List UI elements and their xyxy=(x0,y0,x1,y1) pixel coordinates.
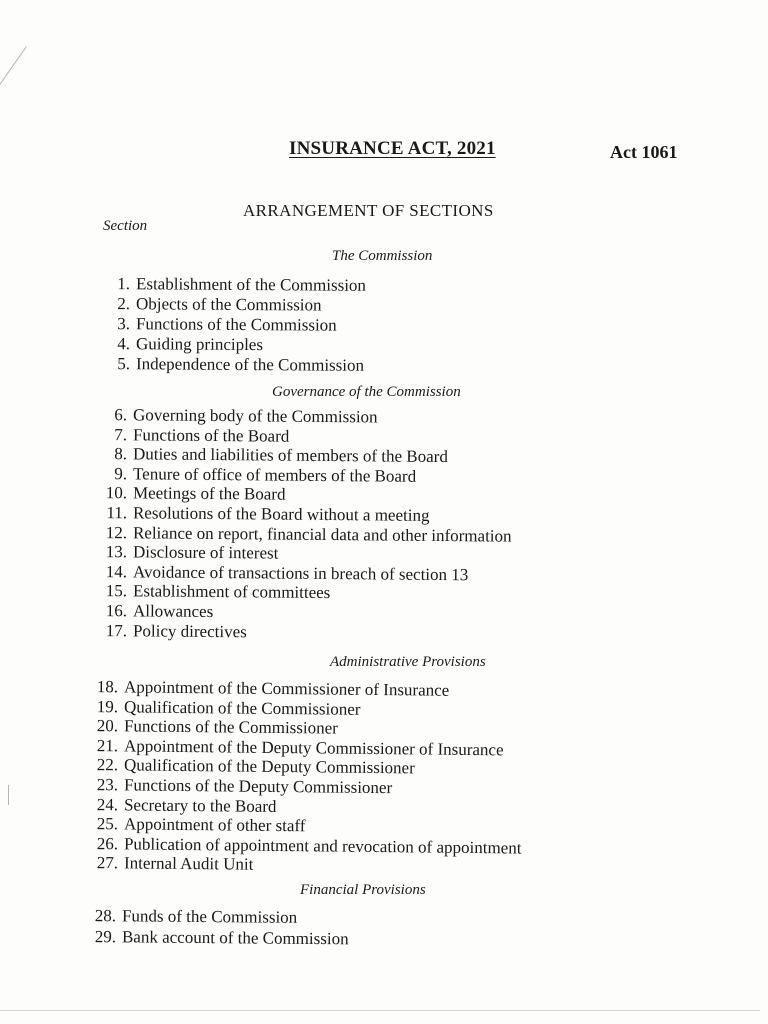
section-number: 15. xyxy=(105,581,128,601)
group-heading: Financial Provisions xyxy=(300,882,426,898)
section-number: 2. xyxy=(117,294,131,314)
section-number: 8. xyxy=(114,444,128,464)
section-title: Objects of the Commission xyxy=(135,294,322,315)
section-number: 10. xyxy=(105,483,128,503)
section-entry xyxy=(100,274,366,296)
section-title: Meetings of the Board xyxy=(132,483,286,505)
section-title: Duties and liabilities of members of the Board xyxy=(132,444,448,467)
section-number: 12. xyxy=(105,522,128,542)
section-entry xyxy=(97,581,331,603)
section-number: 9. xyxy=(114,463,128,484)
scan-edge-mark xyxy=(0,46,27,104)
section-entry xyxy=(88,814,306,836)
scan-edge-mark xyxy=(0,1010,760,1011)
group-heading: Administrative Provisions xyxy=(330,654,486,670)
section-title: Publication of appointment and revocation of appointment xyxy=(123,834,522,858)
section-entry xyxy=(100,354,364,376)
section-title: Funds of the Commission xyxy=(121,906,298,927)
section-entry xyxy=(97,425,289,447)
section-title: Guiding principles xyxy=(135,334,264,355)
section-number: 14. xyxy=(105,561,128,582)
section-entry xyxy=(97,621,247,642)
section-entry xyxy=(100,334,263,355)
section-number: 28. xyxy=(94,906,117,926)
section-number: 18. xyxy=(96,677,119,697)
section-number: 25. xyxy=(96,814,119,834)
section-title: Allowances xyxy=(132,601,214,622)
section-entry xyxy=(88,853,254,875)
group-heading: Governance of the Commission xyxy=(272,384,461,400)
section-title: Tenure of office of members of the Board xyxy=(132,464,417,486)
section-title: Internal Audit Unit xyxy=(123,853,254,875)
section-title: Secretary to the Board xyxy=(123,794,277,816)
section-entry xyxy=(100,314,337,336)
section-title: Bank account of the Commission xyxy=(121,927,349,949)
section-title: Appointment of the Deputy Commissioner of Insurance xyxy=(123,736,504,760)
section-title: Appointment of other staff xyxy=(123,814,306,836)
section-number: 5. xyxy=(117,354,131,374)
scan-edge-mark xyxy=(8,785,9,805)
section-title: Establishment of committees xyxy=(132,581,331,603)
section-number: 29. xyxy=(94,927,117,947)
section-title: Reliance on report, financial data and other information xyxy=(132,522,512,546)
section-number: 7. xyxy=(114,424,128,444)
section-number: 26. xyxy=(96,833,119,854)
section-title: Qualification of the Deputy Commissioner xyxy=(123,755,415,778)
section-number: 27. xyxy=(96,853,119,873)
document-title: INSURANCE ACT, 2021 xyxy=(289,138,496,159)
section-title: Functions of the Commissioner xyxy=(123,716,339,738)
section-title: Resolutions of the Board without a meeting xyxy=(132,503,430,525)
section-entry xyxy=(88,795,277,817)
act-number: Act 1061 xyxy=(610,142,678,162)
section-column-label: Section xyxy=(103,218,148,234)
section-title: Qualification of the Commissioner xyxy=(123,696,361,719)
section-title: Functions of the Deputy Commissioner xyxy=(123,775,393,798)
section-entry xyxy=(86,906,297,928)
section-number: 21. xyxy=(96,735,119,756)
section-number: 16. xyxy=(105,601,128,621)
section-title: Policy directives xyxy=(132,620,247,641)
section-title: Functions of the Board xyxy=(132,424,290,446)
arrangement-heading: ARRANGEMENT OF SECTIONS xyxy=(243,201,494,220)
section-number: 20. xyxy=(96,716,119,736)
section-number: 1. xyxy=(117,274,131,294)
section-title: Governing body of the Commission xyxy=(132,405,378,427)
section-title: Independence of the Commission xyxy=(135,354,365,375)
section-number: 4. xyxy=(117,334,131,354)
section-number: 6. xyxy=(114,405,128,425)
section-entry xyxy=(86,927,349,949)
section-number: 22. xyxy=(96,755,119,775)
section-title: Avoidance of transactions in breach of section 13 xyxy=(132,562,469,585)
section-number: 3. xyxy=(117,314,131,334)
section-title: Establishment of the Commission xyxy=(135,274,367,295)
section-entry xyxy=(97,601,213,622)
section-title: Appointment of the Commissioner of Insurance xyxy=(123,677,450,700)
section-number: 19. xyxy=(96,696,119,716)
section-entry xyxy=(97,405,378,427)
section-number: 11. xyxy=(106,503,128,523)
group-heading: The Commission xyxy=(332,248,433,264)
section-entry xyxy=(100,294,322,316)
section-number: 24. xyxy=(96,794,119,814)
section-entry xyxy=(97,542,279,564)
section-title: Functions of the Commission xyxy=(135,314,337,335)
section-title: Disclosure of interest xyxy=(132,542,279,563)
section-number: 13. xyxy=(105,542,128,562)
section-entry xyxy=(97,483,286,505)
section-number: 17. xyxy=(105,620,128,640)
section-number: 23. xyxy=(96,775,119,795)
